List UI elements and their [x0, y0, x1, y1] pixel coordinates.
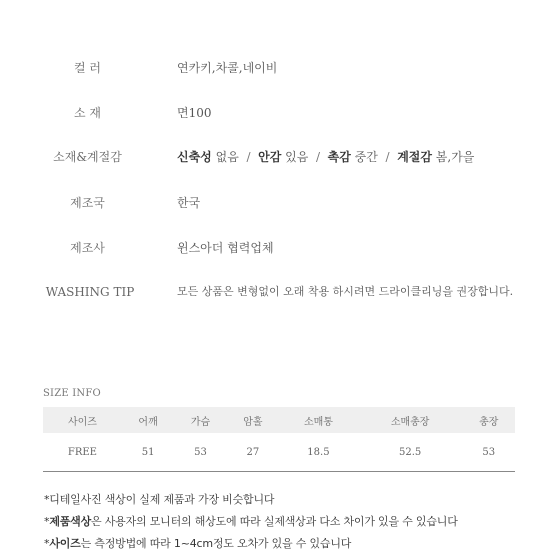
note-product-color [44, 513, 458, 529]
washing-value: 모든 상품은 변형없이 오래 착용 하시려면 드라이클리닝을 권장합니다. [177, 285, 514, 298]
color-value: 연카키,차콜,네이비 [177, 61, 278, 75]
lining-value: 있음 [285, 150, 309, 164]
color-label: 컬 러 [74, 61, 101, 75]
cell-chest: 53 [174, 433, 226, 472]
maker-label: 제조사 [70, 241, 105, 255]
note-text: *디테일사진 색상이 실제 제품과 가장 비슷합니다 [44, 493, 275, 506]
season-val: 봄,가을 [435, 150, 475, 164]
spec-row-washing [0, 282, 555, 302]
header-size: 사이즈 [43, 407, 122, 433]
note-prefix: * [44, 537, 50, 550]
separator: / [246, 150, 251, 164]
header-shoulder: 어깨 [122, 407, 174, 433]
cell-shoulder: 51 [122, 433, 174, 472]
spec-row-color [0, 58, 555, 78]
lining-key: 안감 [258, 150, 282, 164]
size-table [43, 407, 515, 472]
separator: / [315, 150, 321, 164]
maker-value: 윈스아더 협력업체 [177, 241, 274, 255]
note-suffix: 은 사용자의 모니터의 해상도에 따라 실제색상과 다소 차이가 있을 수 있습니다 [91, 515, 458, 528]
header-armhole: 암홀 [227, 407, 279, 433]
header-total-length: 총장 [463, 407, 515, 433]
spec-row-country [0, 193, 555, 213]
size-info-title: SIZE INFO [43, 388, 101, 399]
spec-row-maker [0, 238, 555, 258]
cell-size: FREE [43, 433, 122, 472]
table-row [43, 433, 515, 472]
header-chest: 가슴 [174, 407, 226, 433]
header-sleeve-length: 소매총장 [358, 407, 463, 433]
cell-armhole: 27 [227, 433, 279, 472]
header-sleeve-width: 소매통 [279, 407, 358, 433]
country-value: 한국 [177, 196, 201, 210]
spec-row-season [0, 147, 555, 167]
note-size [44, 535, 351, 551]
season-key: 계절감 [397, 150, 432, 164]
cell-total-length: 53 [463, 433, 515, 472]
country-label: 제조국 [70, 196, 105, 210]
spec-row-material [0, 103, 555, 123]
material-value: 면100 [177, 106, 212, 120]
stretch-value: 없음 [215, 150, 239, 164]
material-label: 소 재 [74, 106, 101, 120]
note-bold: 제품색상 [49, 515, 92, 528]
washing-label: WASHING TIP [45, 285, 135, 299]
season-label: 소재&계절감 [53, 150, 122, 164]
season-value [177, 147, 474, 167]
cell-sleeve-length: 52.5 [358, 433, 463, 472]
size-table-header [43, 407, 515, 433]
note-bold: 사이즈 [49, 537, 81, 550]
texture-key: 촉감 [327, 150, 351, 164]
note-suffix: 는 측정방법에 따라 1~4cm정도 오차가 있을 수 있습니다 [80, 537, 352, 550]
note-detail-color [44, 491, 274, 507]
texture-value: 중간 [354, 150, 378, 164]
stretch-key: 신축성 [177, 150, 212, 164]
separator: / [385, 150, 390, 164]
note-prefix: * [44, 515, 50, 528]
cell-sleeve-width: 18.5 [279, 433, 358, 472]
